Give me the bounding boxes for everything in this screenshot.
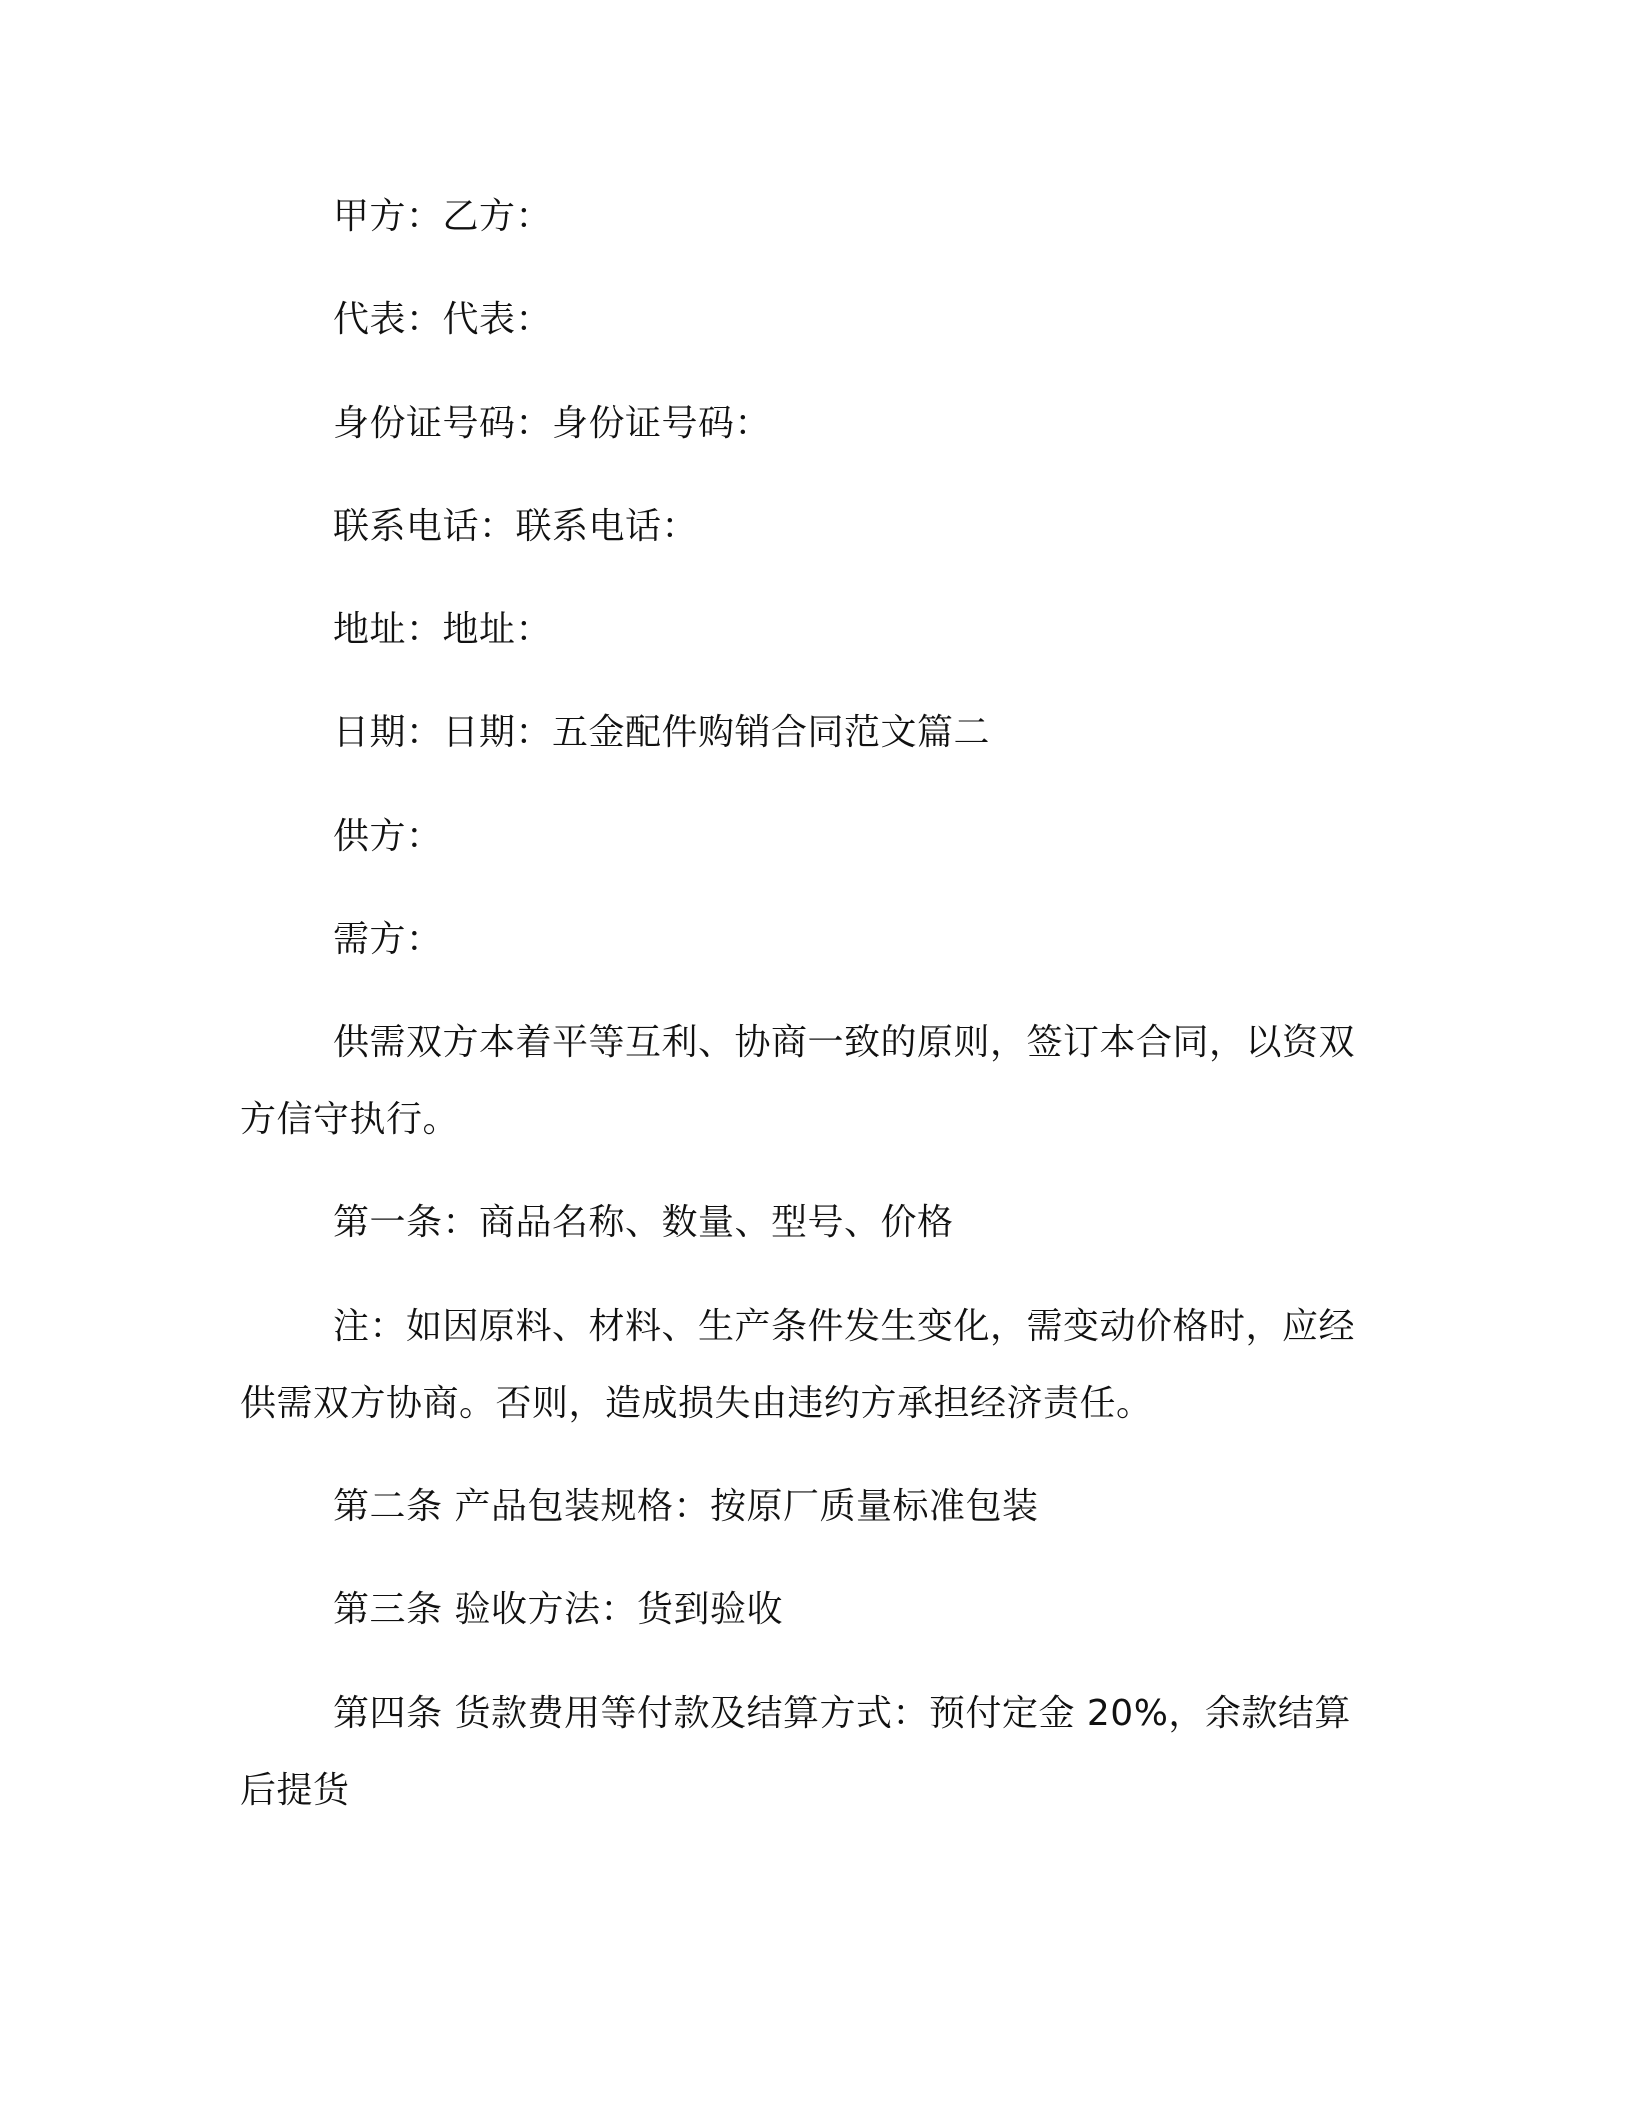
representative-line: 代表：代表：	[333, 299, 553, 340]
article-4-line-2: 后提货	[240, 1770, 350, 1811]
phone-line: 联系电话：联系电话：	[333, 506, 699, 547]
supplier-line: 供方：	[333, 816, 443, 857]
note-line-2: 供需双方协商。否则，造成损失由违约方承担经济责任。	[240, 1383, 1153, 1424]
article-2-line: 第二条 产品包装规格：按原厂质量标准包装	[333, 1486, 1039, 1527]
article-1-line: 第一条：商品名称、数量、型号、价格	[333, 1202, 954, 1243]
address-line: 地址：地址：	[333, 609, 553, 650]
article-4-line-1: 第四条 货款费用等付款及结算方式：预付定金 20%，余款结算	[333, 1693, 1351, 1734]
preamble-line-1: 供需双方本着平等互利、协商一致的原则，签订本合同，以资双	[333, 1022, 1356, 1063]
preamble-line-2: 方信守执行。	[240, 1099, 460, 1140]
id-number-line: 身份证号码：身份证号码：	[333, 403, 772, 444]
article-3-line: 第三条 验收方法：货到验收	[333, 1589, 783, 1630]
buyer-line: 需方：	[333, 919, 443, 960]
date-title-line: 日期：日期：五金配件购销合同范文篇二	[333, 712, 991, 753]
party-a-b-line: 甲方：乙方：	[333, 196, 553, 237]
note-line-1: 注：如因原料、材料、生产条件发生变化，需变动价格时，应经	[333, 1306, 1356, 1347]
